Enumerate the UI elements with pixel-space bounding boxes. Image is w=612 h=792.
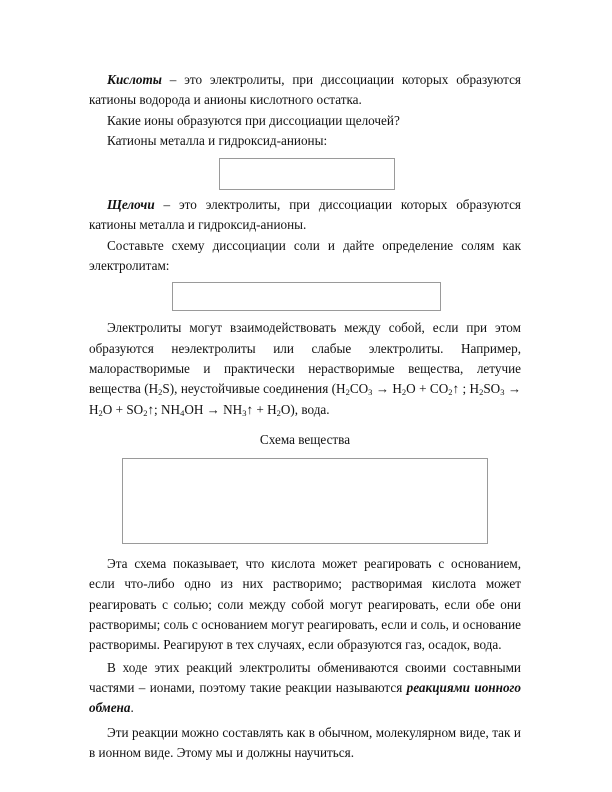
scheme-title: Схема вещества <box>259 431 351 447</box>
acids-text: – это электролиты, при диссоциации которых образуются катионы водорода и анионы кислотного остатка. <box>89 72 521 108</box>
alkali-definition <box>89 195 521 236</box>
salt-task: Составьте схему диссоциации соли и дайте определение солям как электролитам: <box>89 237 521 274</box>
scheme-explanation: Эта схема показывает, что кислота может реагировать с основанием, если что-либо одно из них растворимо; растворимая кислота может реагировать с солью; соли между собой могут реагировать, если обе они растворимы; соль с основанием могут реагировать, если и соль, и основание растворимы. Реагируют в тех случаях, если образуются газ, осадок, вода. <box>89 556 521 653</box>
document-page <box>89 70 521 763</box>
scheme-box[interactable] <box>122 458 488 544</box>
answer-alkali-ions: Катионы металла и гидроксид-анионы: <box>107 132 328 148</box>
answer-box-2[interactable] <box>172 282 441 311</box>
answer-box-1[interactable] <box>219 158 395 190</box>
alkali-text: – это электролиты, при диссоциации которых образуются катионы металла и гидроксид-анионы. <box>89 197 521 233</box>
ion-exchange-term: реакциями ионного обмена <box>89 679 522 716</box>
question-alkali-ions: Какие ионы образуются при диссоциации щелочей? <box>107 112 400 128</box>
closing-paragraph: Эти реакции можно составлять как в обычном, молекулярном виде, так и в ионном виде. Этому мы и должны научиться. <box>89 724 521 760</box>
ion-exchange-paragraph: В ходе этих реакций электролиты обмениваются своими составными частями – ионами, поэтому такие реакции называются реакциями ионного обмена. <box>89 659 522 716</box>
acids-definition <box>89 70 521 111</box>
acids-term: Кислоты <box>107 72 162 87</box>
electrolyte-interaction-paragraph: Электролиты могут взаимодействовать между собой, если при этом образуются неэлектролиты или слабые электролиты. Например, малорастворимые и практически нерастворимые вещества, летучие вещества $(H_2S)$, неустойчивые соединения ($H_2CO_3 \to H_2O$ + $CO_2↑$ ; $H_2SO_3 \to H_2O$ + $SO_2↑$; $NH_4OH$ → $NH_3↑ + H_2O$), вода. <box>89 320 522 418</box>
alkali-term: Щелочи <box>107 197 155 213</box>
